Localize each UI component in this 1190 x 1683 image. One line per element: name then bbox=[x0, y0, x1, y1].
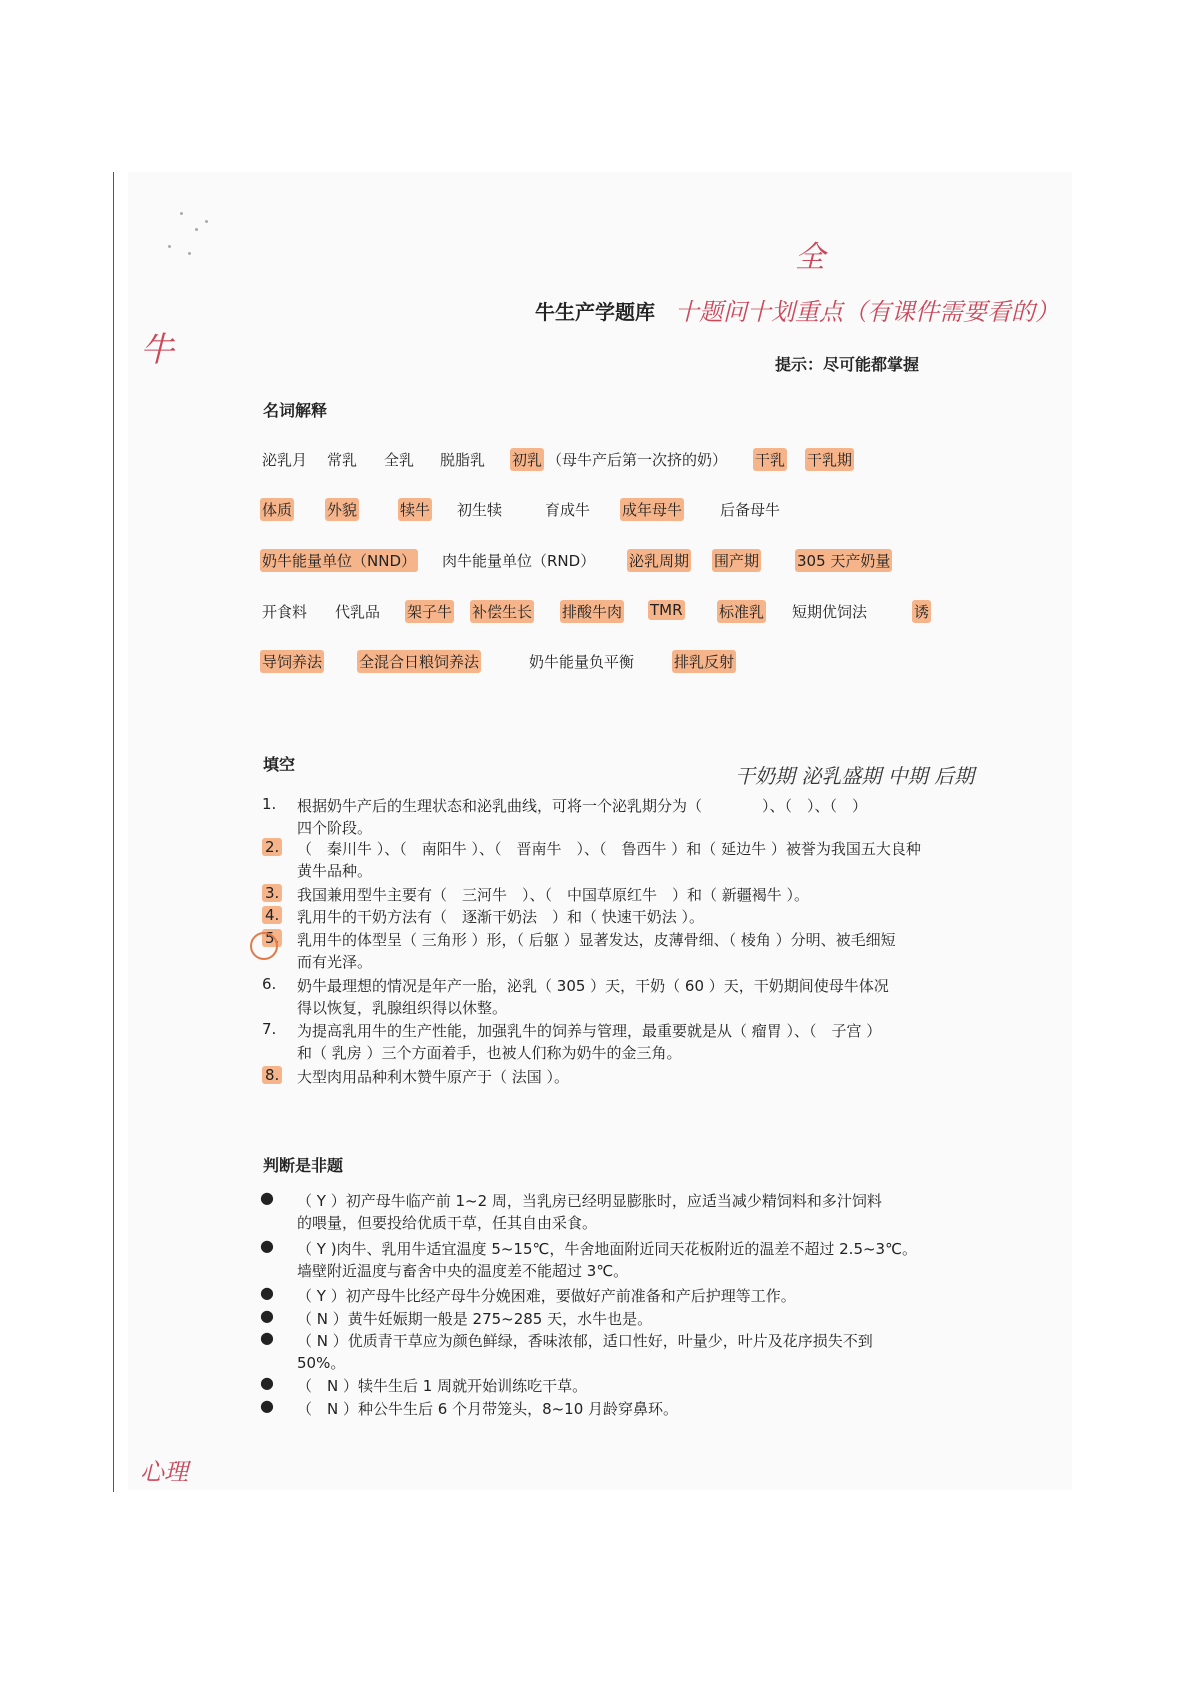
fill-item-line: 四个阶段。 bbox=[297, 819, 373, 837]
term-item: 育成牛 bbox=[545, 501, 591, 519]
bullet-icon: ● bbox=[260, 1373, 274, 1392]
term-item: 全混合日粮饲养法 bbox=[357, 650, 481, 673]
term-item: 初生犊 bbox=[457, 501, 503, 519]
handwritten-bottom-mark: 心理 bbox=[140, 1458, 188, 1486]
judge-item-line: 墙壁附近温度与畜舍中央的温度差不能超过 3℃。 bbox=[297, 1262, 629, 1280]
term-item: 短期优饲法 bbox=[792, 603, 868, 621]
fill-item-line: 得以恢复，乳腺组织得以休整。 bbox=[297, 999, 508, 1017]
bullet-icon: ● bbox=[260, 1306, 274, 1325]
judge-item-line: （ N ）种公牛生后 6 个月带笼头，8~10 月龄穿鼻环。 bbox=[297, 1400, 679, 1418]
term-item: 诱 bbox=[912, 600, 931, 623]
term-item: 干乳 bbox=[753, 448, 787, 471]
term-item: 补偿生长 bbox=[470, 600, 534, 623]
term-item: 代乳品 bbox=[335, 603, 381, 621]
bullet-icon: ● bbox=[260, 1328, 274, 1347]
judge-item-line: 50%。 bbox=[297, 1354, 346, 1372]
dust-speck bbox=[188, 252, 191, 255]
handwritten-top-mark: 全 bbox=[795, 240, 825, 275]
term-item: 肉牛能量单位（RND） bbox=[442, 552, 596, 570]
term-item: 体质 bbox=[260, 498, 294, 521]
term-item: （母牛产后第一次挤的奶） bbox=[547, 451, 728, 469]
fill-item-number: 1. bbox=[262, 795, 277, 813]
term-item: 脱脂乳 bbox=[440, 451, 486, 469]
judge-item-line: （ Y )肉牛、乳用牛适宜温度 5~15℃，牛舍地面附近同天花板附近的温差不超过 2.5~3℃。 bbox=[297, 1240, 917, 1258]
fill-item-number: 2. bbox=[262, 838, 282, 856]
term-item: 犊牛 bbox=[398, 498, 432, 521]
fill-item-line: 黄牛品种。 bbox=[297, 862, 373, 880]
judge-item-line: （ Y ）初产母牛比经产母牛分娩困难，要做好产前准备和产后护理等工作。 bbox=[297, 1287, 796, 1305]
fill-item-number: 7. bbox=[262, 1020, 277, 1038]
fill-item-number: 6. bbox=[262, 975, 277, 993]
term-item: 排酸牛肉 bbox=[560, 600, 624, 623]
dust-speck bbox=[195, 228, 198, 231]
term-item: 奶牛能量负平衡 bbox=[529, 653, 635, 671]
term-item: 305 天产奶量 bbox=[795, 549, 892, 572]
judge-item-line: （ Y ）初产母牛临产前 1~2 周，当乳房已经明显膨胀时，应适当减少精饲料和多汁饲料 bbox=[297, 1192, 882, 1210]
fill-item-line: 乳用牛的干奶方法有（ 逐渐干奶法 ）和（ 快速干奶法 ）。 bbox=[297, 908, 705, 926]
term-item: 导饲养法 bbox=[260, 650, 324, 673]
term-item: 初乳 bbox=[510, 448, 544, 471]
judge-item-line: 的喂量，但要投给优质干草，任其自由采食。 bbox=[297, 1214, 598, 1232]
handwritten-title-note: 十题问十划重点（有课件需要看的） bbox=[675, 298, 1059, 326]
term-item: 干乳期 bbox=[805, 448, 854, 471]
fill-item-line: 而有光泽。 bbox=[297, 953, 373, 971]
term-item: 后备母牛 bbox=[720, 501, 781, 519]
fill-item-number: 5. bbox=[262, 929, 282, 947]
term-item: 泌乳月 bbox=[262, 451, 308, 469]
fill-item-line: 奶牛最理想的情况是年产一胎，泌乳（ 305 ）天，干奶（ 60 ）天，干奶期间使母牛体况 bbox=[297, 977, 889, 995]
term-item: 外貌 bbox=[325, 498, 359, 521]
page-edge-line bbox=[113, 172, 114, 1492]
term-item: 成年母牛 bbox=[620, 498, 684, 521]
bullet-icon: ● bbox=[260, 1236, 274, 1255]
dust-speck bbox=[168, 245, 171, 248]
term-item: 常乳 bbox=[327, 451, 358, 469]
fill-item-number: 8. bbox=[262, 1066, 282, 1084]
fill-item-line: 我国兼用型牛主要有（ 三河牛 ）、（ 中国草原红牛 ）和（ 新疆褐牛 ）。 bbox=[297, 886, 810, 904]
term-item: 奶牛能量单位（NND） bbox=[260, 549, 418, 572]
circle-mark bbox=[250, 932, 278, 960]
term-item: 开食料 bbox=[262, 603, 308, 621]
term-item: 泌乳周期 bbox=[627, 549, 691, 572]
bullet-icon: ● bbox=[260, 1283, 274, 1302]
handwritten-fill-note: 干奶期 泌乳盛期 中期 后期 bbox=[735, 764, 975, 788]
section-heading-terms: 名词解释 bbox=[263, 401, 328, 420]
bullet-icon: ● bbox=[260, 1396, 274, 1415]
dust-speck bbox=[205, 220, 208, 223]
fill-item-line: 乳用牛的体型呈（ 三角形 ）形，（ 后躯 ）显著发达，皮薄骨细、（ 棱角 ）分明、被毛细短 bbox=[297, 931, 896, 949]
fill-item-line: 根据奶牛产后的生理状态和泌乳曲线，可将一个泌乳期分为（ ）、（ ）、（ ） bbox=[297, 797, 868, 815]
fill-item-line: （ 秦川牛 ）、（ 南阳牛 ）、（ 晋南牛 ）、（ 鲁西牛 ）和（ 延边牛 ）被誉为我国五大良种 bbox=[297, 840, 921, 858]
fill-item-line: 和（ 乳房 ）三个方面着手，也被人们称为奶牛的金三角。 bbox=[297, 1044, 682, 1062]
section-heading-fill: 填空 bbox=[263, 755, 296, 774]
fill-item-line: 大型肉用品种利木赞牛原产于（ 法国 ）。 bbox=[297, 1068, 570, 1086]
term-item: 全乳 bbox=[384, 451, 415, 469]
judge-item-line: （ N ）犊牛生后 1 周就开始训练吃干草。 bbox=[297, 1377, 588, 1395]
term-item: 标准乳 bbox=[717, 600, 766, 623]
term-item: 排乳反射 bbox=[672, 650, 736, 673]
fill-item-line: 为提高乳用牛的生产性能，加强乳牛的饲养与管理，最重要就是从（ 瘤胃 ）、（ 子宫 ） bbox=[297, 1022, 882, 1040]
dust-speck bbox=[180, 212, 183, 215]
judge-item-line: （ N ）黄牛妊娠期一般是 275~285 天，水牛也是。 bbox=[297, 1310, 653, 1328]
page-hint: 提示：尽可能都掌握 bbox=[775, 355, 920, 374]
bullet-icon: ● bbox=[260, 1188, 274, 1207]
term-item: 围产期 bbox=[712, 549, 761, 572]
judge-item-line: （ N ）优质青干草应为颜色鲜绿，香味浓郁，适口性好，叶量少，叶片及花序损失不到 bbox=[297, 1332, 873, 1350]
term-item: 架子牛 bbox=[405, 600, 454, 623]
term-item: TMR bbox=[650, 601, 683, 619]
fill-item-number: 4. bbox=[262, 906, 282, 924]
section-heading-judge: 判断是非题 bbox=[263, 1156, 344, 1175]
fill-item-number: 3. bbox=[262, 884, 282, 902]
page-title: 牛生产学题库 bbox=[535, 300, 655, 324]
handwritten-left-mark: 牛 bbox=[140, 330, 174, 370]
